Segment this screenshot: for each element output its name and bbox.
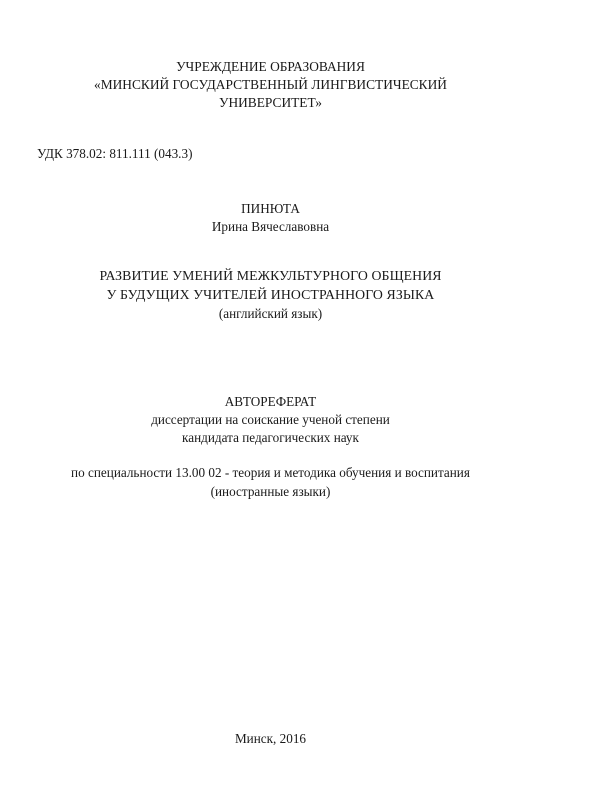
author-name: Ирина Вячеславовна	[211, 219, 330, 234]
abstract-heading: АВТОРЕФЕРАТ	[224, 394, 317, 409]
dissertation-title-line-2: У БУДУЩИХ УЧИТЕЛЕЙ ИНОСТРАННОГО ЯЗЫКА	[106, 287, 435, 302]
institution-line-2: «МИНСКИЙ ГОСУДАРСТВЕННЫЙ ЛИНГВИСТИЧЕСКИЙ	[94, 77, 447, 92]
udk-code: УДК 378.02: 811.111 (043.3)	[37, 146, 193, 161]
place-year: Минск, 2016	[234, 731, 307, 746]
abstract-degree-line-1: диссертации на соискание ученой степени	[151, 412, 390, 427]
specialty-line-2: (иностранные языки)	[210, 484, 331, 499]
dissertation-title-line-1: РАЗВИТИЕ УМЕНИЙ МЕЖКУЛЬТУРНОГО ОБЩЕНИЯ	[99, 268, 442, 283]
specialty-line-1: по специальности 13.00 02 - теория и методика обучения и воспитания	[71, 465, 470, 480]
dissertation-language: (английский язык)	[218, 306, 323, 321]
author-surname: ПИНЮТА	[241, 201, 300, 216]
institution-line-1: УЧРЕЖДЕНИЕ ОБРАЗОВАНИЯ	[176, 59, 365, 74]
institution-line-3: УНИВЕРСИТЕТ»	[218, 95, 323, 110]
abstract-degree-line-2: кандидата педагогических наук	[182, 430, 359, 445]
